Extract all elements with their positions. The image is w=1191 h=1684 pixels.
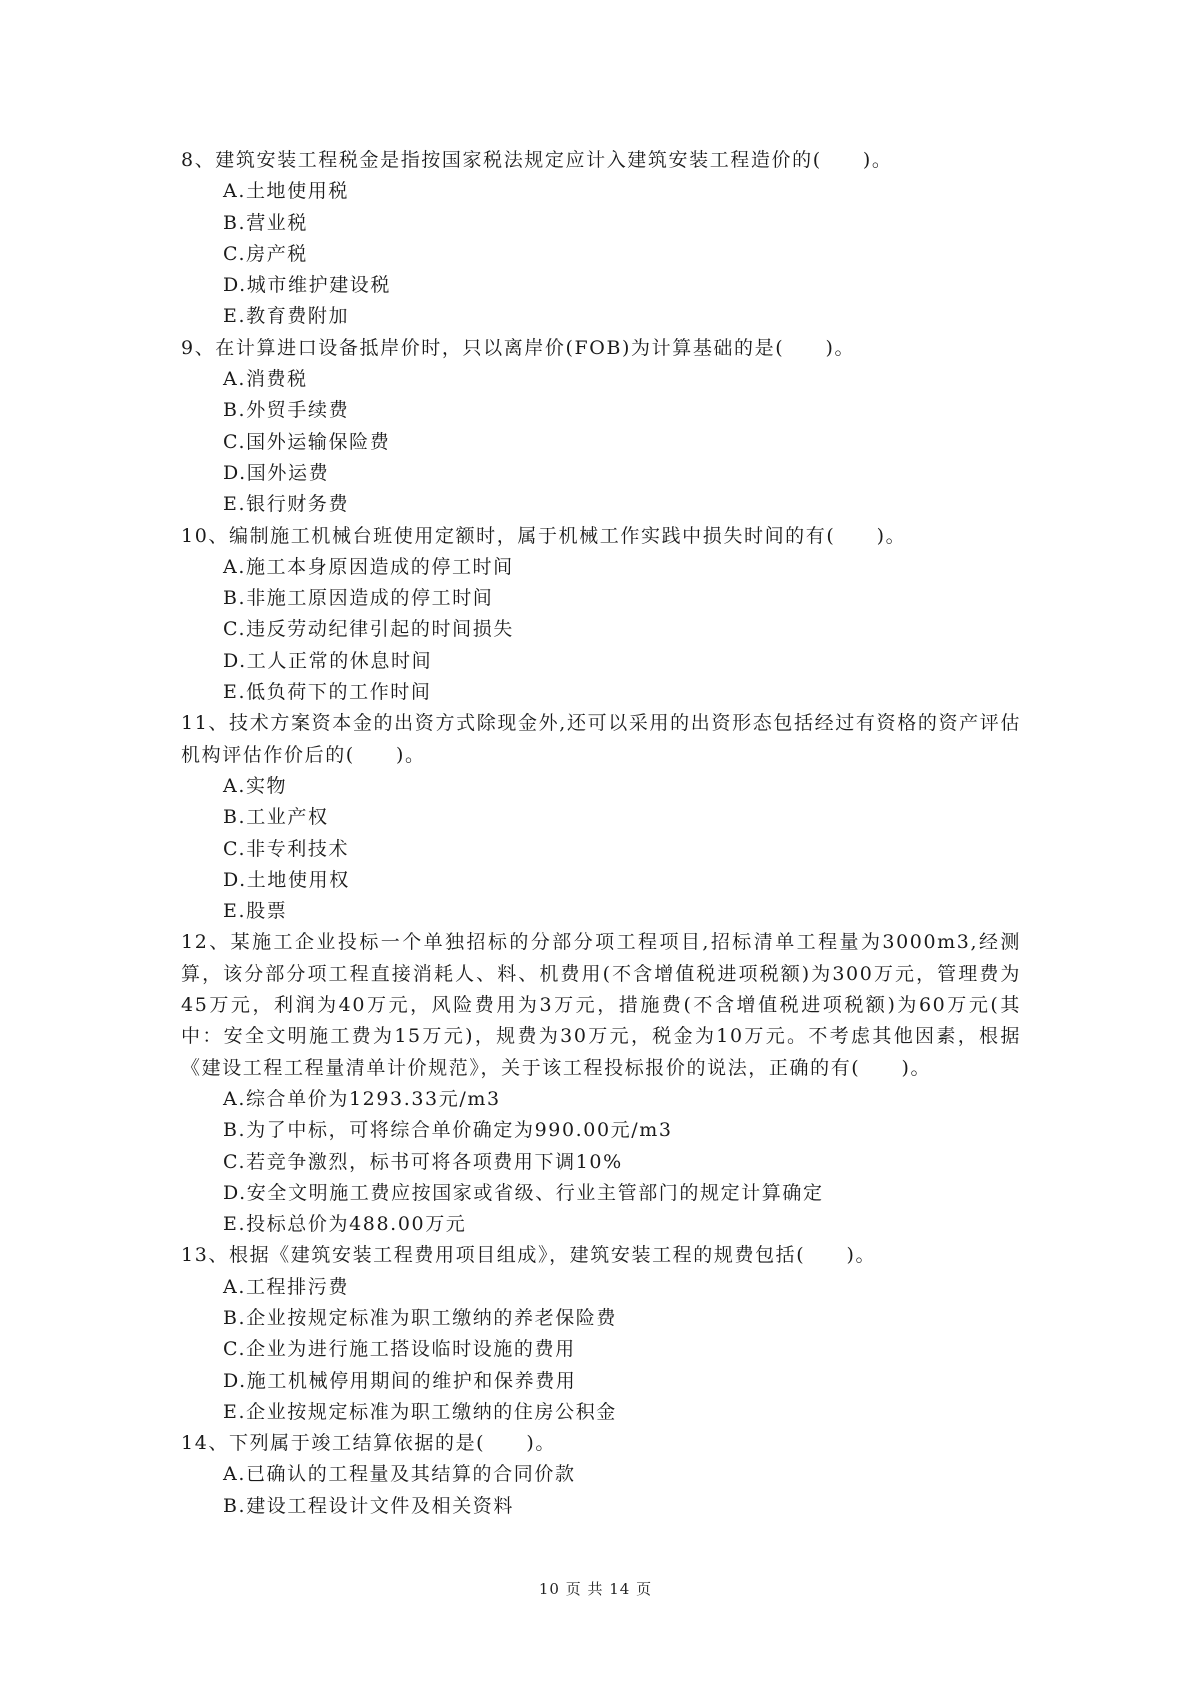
answer-option: A.已确认的工程量及其结算的合同价款 [223,1463,576,1486]
answer-option: C.违反劳动纪律引起的时间损失 [223,618,514,641]
answer-option: C.若竞争激烈，标书可将各项费用下调10% [223,1150,623,1173]
answer-option: E.教育费附加 [223,305,350,328]
answer-option: A.施工本身原因造成的停工时间 [223,555,514,578]
answer-option: D.土地使用权 [223,868,350,891]
answer-option: C.国外运输保险费 [223,430,391,453]
document-body [181,145,1021,1522]
question-block [181,145,1021,333]
question-block [181,708,1021,927]
answer-option: D.安全文明施工费应按国家或省级、行业主管部门的规定计算确定 [223,1181,824,1204]
question-text: 13、根据《建筑安装工程费用项目组成》，建筑安装工程的规费包括( )。 [181,1244,877,1267]
question-text: 14、下列属于竣工结算依据的是( )。 [181,1432,557,1455]
answer-option: B.外贸手续费 [223,399,350,422]
answer-option: A.实物 [223,774,288,797]
answer-option: E.银行财务费 [223,493,350,516]
answer-option: A.消费税 [223,368,308,391]
question-block [181,927,1021,1240]
question-block [181,1240,1021,1428]
answer-option: B.营业税 [223,211,309,234]
answer-option: E.股票 [223,900,288,923]
answer-option: C.企业为进行施工搭设临时设施的费用 [223,1338,576,1361]
question-block [181,1428,1021,1522]
question-text: 12、某施工企业投标一个单独招标的分部分项工程项目,招标清单工程量为3000m3,经测算，该分部分项工程直接消耗人、料、机费用(不含增值税进项税额)为300万元，管理费为45万元，利润为40万元，风险费用为3万元，措施费(不含增值税进项税额)为60万元(其中：安全文明施工费为15万元)，规费为30万元，税金为10万元。不考虑其他因素，根据《建设工程工程量清单计价规范》，关于该工程投标报价的说法，正确的有( )。 [181,931,1021,1079]
page-number: 10 页 共 14 页 [538,1580,653,1598]
answer-option: E.投标总价为488.00万元 [223,1213,467,1236]
answer-option: D.工人正常的休息时间 [223,649,433,672]
answer-option: D.施工机械停用期间的维护和保养费用 [223,1369,577,1392]
answer-option: B.企业按规定标准为职工缴纳的养老保险费 [223,1306,618,1329]
answer-option: D.城市维护建设税 [223,274,391,297]
question-text: 9、在计算进口设备抵岸价时，只以离岸价(FOB)为计算基础的是( )。 [181,336,856,359]
question-block [181,521,1021,709]
question-text: 10、编制施工机械台班使用定额时，属于机械工作实践中损失时间的有( )。 [181,524,907,547]
answer-option: A.土地使用税 [223,180,349,203]
answer-option: D.国外运费 [223,461,330,484]
question-text: 8、建筑安装工程税金是指按国家税法规定应计入建筑安装工程造价的( )。 [181,149,893,171]
answer-option: E.低负荷下的工作时间 [223,681,432,704]
answer-option: B.为了中标，可将综合单价确定为990.00元/m3 [223,1119,673,1142]
answer-option: A.工程排污费 [223,1275,349,1298]
answer-option: A.综合单价为1293.33元/m3 [223,1087,501,1110]
question-text: 11、技术方案资本金的出资方式除现金外,还可以采用的出资形态包括经过有资格的资产评估机构评估作价后的( )。 [181,712,1021,766]
answer-option: B.工业产权 [223,806,329,829]
answer-option: E.企业按规定标准为职工缴纳的住房公积金 [223,1400,617,1423]
answer-option: B.非施工原因造成的停工时间 [223,587,494,610]
question-block [181,333,1021,521]
answer-option: C.房产税 [223,242,308,265]
answer-option: C.非专利技术 [223,837,350,860]
answer-option: B.建设工程设计文件及相关资料 [223,1494,515,1517]
